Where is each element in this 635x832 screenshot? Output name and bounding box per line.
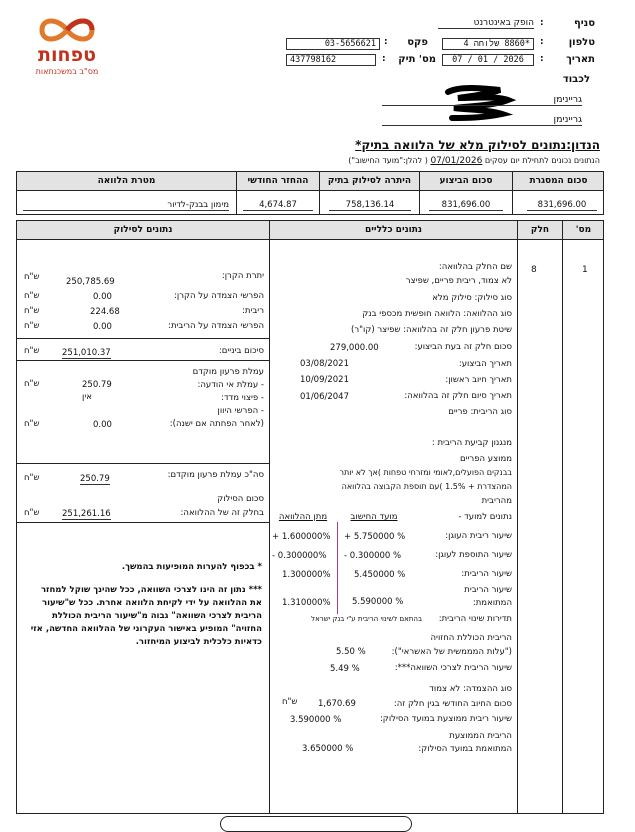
part-name-value: לא צמוד, ריבית פריים, שפיצר [405,276,512,286]
validity-note-pre: הנתונים נכונים לתחילת יום עסקים [484,156,600,165]
value-frame-amount: 831,696.00 [527,200,597,211]
branch-value: הופק באינטרנט [438,18,534,29]
header-balance: היתרה לסילוק בתיק [327,176,412,186]
exec-date-label: תאריך הביצוע: [458,359,512,369]
fax-colon: : [384,37,388,47]
margin-label: שיעור התוספת לעוגן: [435,550,512,560]
value-exec-amount: 831,696.00 [429,200,503,211]
file-value[interactable]: 437798162 [286,54,376,66]
part-value: 8 [531,265,537,275]
monthly-value: 1,670.69 [318,699,356,709]
monthly-label: סכום החיוב החודשי בגין חלק זה: [393,699,512,709]
idx-principal-value: 0.00 [93,292,112,302]
adj-rate-label-2: המתואמת: [472,598,512,608]
rates-divider [337,522,338,614]
to-label: לכבוד [562,74,590,85]
col-loan-no: מס' [575,225,592,235]
fax-value[interactable]: 03-5656621 [286,38,380,50]
validity-note-post: ( להלן:"מועד החישוב") [348,156,428,165]
base-rate-calc: + 5.750000 % [344,532,406,542]
date-label: תאריך [566,54,595,65]
margin-calc: - 0.300000 % [344,551,402,561]
total-rate-sub: ("עלות המממשית של האשראי"): [391,647,512,657]
margin-loan: - 0.300000% [272,551,327,561]
header-purpose: מטרת הלוואה [97,176,156,186]
col-part: חלק [530,225,550,235]
date-colon: : [540,54,544,64]
compare-rate-label: שיעור הריבית לצרכי השוואה***: [394,663,512,673]
part-name-label: שם החלק בהלוואה: [438,262,512,272]
logo-infinity-icon [22,14,112,46]
note-1: * בכפוף להערות המופיעות בהמשך. [121,562,262,572]
validity-note [300,156,600,166]
branch-label: סניף [573,18,595,29]
avg-rate-value: 3.590000 % [290,715,342,725]
cap-label-2: (לאחר הפחתה אם ישנה): [169,419,264,429]
end-date-value: 01/06/2047 [300,392,349,402]
monthly-unit: ש"ח [282,697,298,707]
loan-type: סוג ההלוואה: הלוואה חופשית מכספי בנק [362,309,512,319]
cap-value: 0.00 [93,420,112,430]
change-freq-value: בהתאם לשינוי הריבית ע"י בנק ישראל [311,615,422,623]
col-loan-date: מתן ההלוואה [278,512,328,522]
repay-method: שיטת פרעון חלק זה בהלוואה: שפיצר (קו"ר) [351,325,512,335]
avg-adj-label-2: המתואמת במועד הסילוק: [418,744,512,754]
payoff-total-value: 251,261.16 [62,509,111,519]
file-colon: : [382,54,386,64]
branch-colon: : [540,18,544,28]
first-charge-value: 10/09/2021 [300,375,349,385]
fax-label: פקס [407,37,428,48]
mech-line-4: מהריבית [481,496,512,506]
interest-value: 224.68 [90,307,120,317]
subtotal-value: 251,010.37 [62,348,111,358]
early-fee-label-2: - עמלת אי הודעה: [197,380,264,390]
comp-value: אין [82,392,92,402]
adj-rate-loan: 1.310000% [282,598,331,608]
compare-rate-value: 5.49 % [330,664,360,674]
cap-unit: ש"ח [24,419,40,429]
exec-amount-label: סכום חלק זה בעת הביצוע: [414,342,512,352]
mech-line-1: ממוצע הפריים [459,454,512,464]
end-date-label: תאריך סיום חלק זה בהלוואה: [404,391,512,401]
base-rate-label: שיעור ריבית העוגן: [445,531,512,541]
idx-principal-label: הפרשי הצמדה על הקרן: [174,291,264,301]
avg-adj-label-1: הריבית הממוצעת [449,731,512,741]
payoff-total-unit: ש"ח [24,508,40,518]
subtotal-unit: ש"ח [24,346,40,356]
value-purpose: מימון בבנק-לדיור [23,200,229,211]
idx-interest-label: הפרשי הצמדה על הריבית: [168,321,264,331]
early-fee-label-1: עמלת פרעון מוקדם [192,367,264,377]
date-value[interactable]: 07 / 01 / 2026 [442,54,534,66]
cap-label-1: - הפרשי היוון [217,406,264,416]
adj-rate-label-1: שיעור הריבית [464,585,512,595]
comp-label: - פיצוי מדד: [221,393,264,403]
early-fee-unit: ש"ח [24,379,40,389]
note-2: *** נתון זה הינו לצרכי השוואה, ככל שהינך שוקל למחזר את ההלוואה על ידי לקיחת הלוואה אחרת. ככל ש"שיעור הריבית לצרכי השוואה" גבוה מ"שיעור הריבית הכוללת החזויה" המופיע באישור העקרוני של ההלוואה החדשה, אזי כדאיות כלכלית לביצוע המיחזור. [30,585,262,647]
header-exec-amount: סכום הביצוע [439,176,493,186]
first-charge-label: תאריך חיוב ראשון: [445,375,512,385]
mech-label: מנגנון קביעת הריבית : [431,438,512,448]
early-fee-value: 250.79 [82,380,112,390]
rate-type: סוג הריבית: פריים [448,407,512,417]
exec-amount-value: 279,000.00 [330,343,379,353]
col-general: נתונים כלליים [365,225,422,235]
validity-date: 07/01/2026 [430,156,483,166]
recipient-2: גריינימן [382,114,582,126]
mech-line-3: המהצדרת + 1.5% )עם תוספת הקבוצה בהלוואה [341,482,512,491]
phone-value[interactable]: *8860 שלוחה 4 [442,38,534,50]
total-rate-value: 5.50 % [336,647,366,657]
loan-no-value: 1 [582,265,588,275]
logo-name: טפחות [38,44,96,66]
change-freq-label: תדירות שינוי הריבית: [438,614,512,624]
base-rate-loan: + 1.600000% [272,532,331,542]
rate-label: שיעור הריבית: [461,569,512,579]
phone-colon: : [540,37,544,47]
interest-unit: ש"ח [24,306,40,316]
col-payoff: נתונים לסילוק [113,225,173,235]
principal-label: יתרת הקרן: [221,271,264,281]
col-calc-date: מועד החישוב [350,512,398,522]
principal-value: 250,785.69 [66,277,115,287]
payoff-total-label-2: בחלק זה של ההלוואה: [180,508,264,518]
adj-rate-calc: 5.590000 % [352,597,404,607]
avg-adj-value: 3.650000 % [302,744,354,754]
summary-table [16,171,604,215]
indexation: סוג ההצמדה: לא צמוד [429,684,512,694]
total-fee-unit: ש"ח [24,473,40,483]
file-label: מס' תיק [398,54,436,65]
logo [22,14,112,74]
updated-label: נתונים למועד - [458,512,512,522]
exec-date-value: 03/08/2021 [300,359,349,369]
total-fee-label: סה"כ עמלת פרעון מוקדם: [167,470,264,480]
value-balance: 758,136.14 [329,200,411,211]
idx-principal-unit: ש"ח [24,291,40,301]
header-monthly: ההחזר החודשי [247,176,309,186]
mech-line-2: בבנקים הפועלים,לאומי ומזרחי טפחות )אך לא יותר [339,468,512,477]
total-fee-value: 250.79 [80,474,110,484]
value-monthly: 4,674.87 [243,200,313,211]
interest-label: ריבית: [242,306,264,316]
header-frame-amount: סכום המסגרת [529,176,588,186]
subtotal-label: סיכום ביניים: [218,346,264,356]
logo-tagline: מס"ב במשכנתאות [35,67,99,76]
rate-loan: 1.300000% [282,570,331,580]
subject-title: הנדון:נתונים לסילוק מלא של הלוואה בתיק* [355,138,600,152]
total-rate-label: הריבית הכוללת החזויה [430,633,512,643]
rate-calc: 5.450000 % [354,570,406,580]
bottom-edge-shape [220,816,412,832]
principal-unit: ש"ח [24,272,40,282]
payoff-total-label-1: סכום הסילוק [217,494,264,504]
payoff-type: סוג סילוק: סילוק מלא [432,293,512,303]
recipient-1: גריינימן [382,94,582,106]
avg-rate-label: שיעור ריבית ממוצעת במועד הסילוק: [379,714,512,724]
idx-interest-value: 0.00 [93,322,112,332]
idx-interest-unit: ש"ח [24,321,40,331]
phone-label: טלפון [568,37,595,48]
